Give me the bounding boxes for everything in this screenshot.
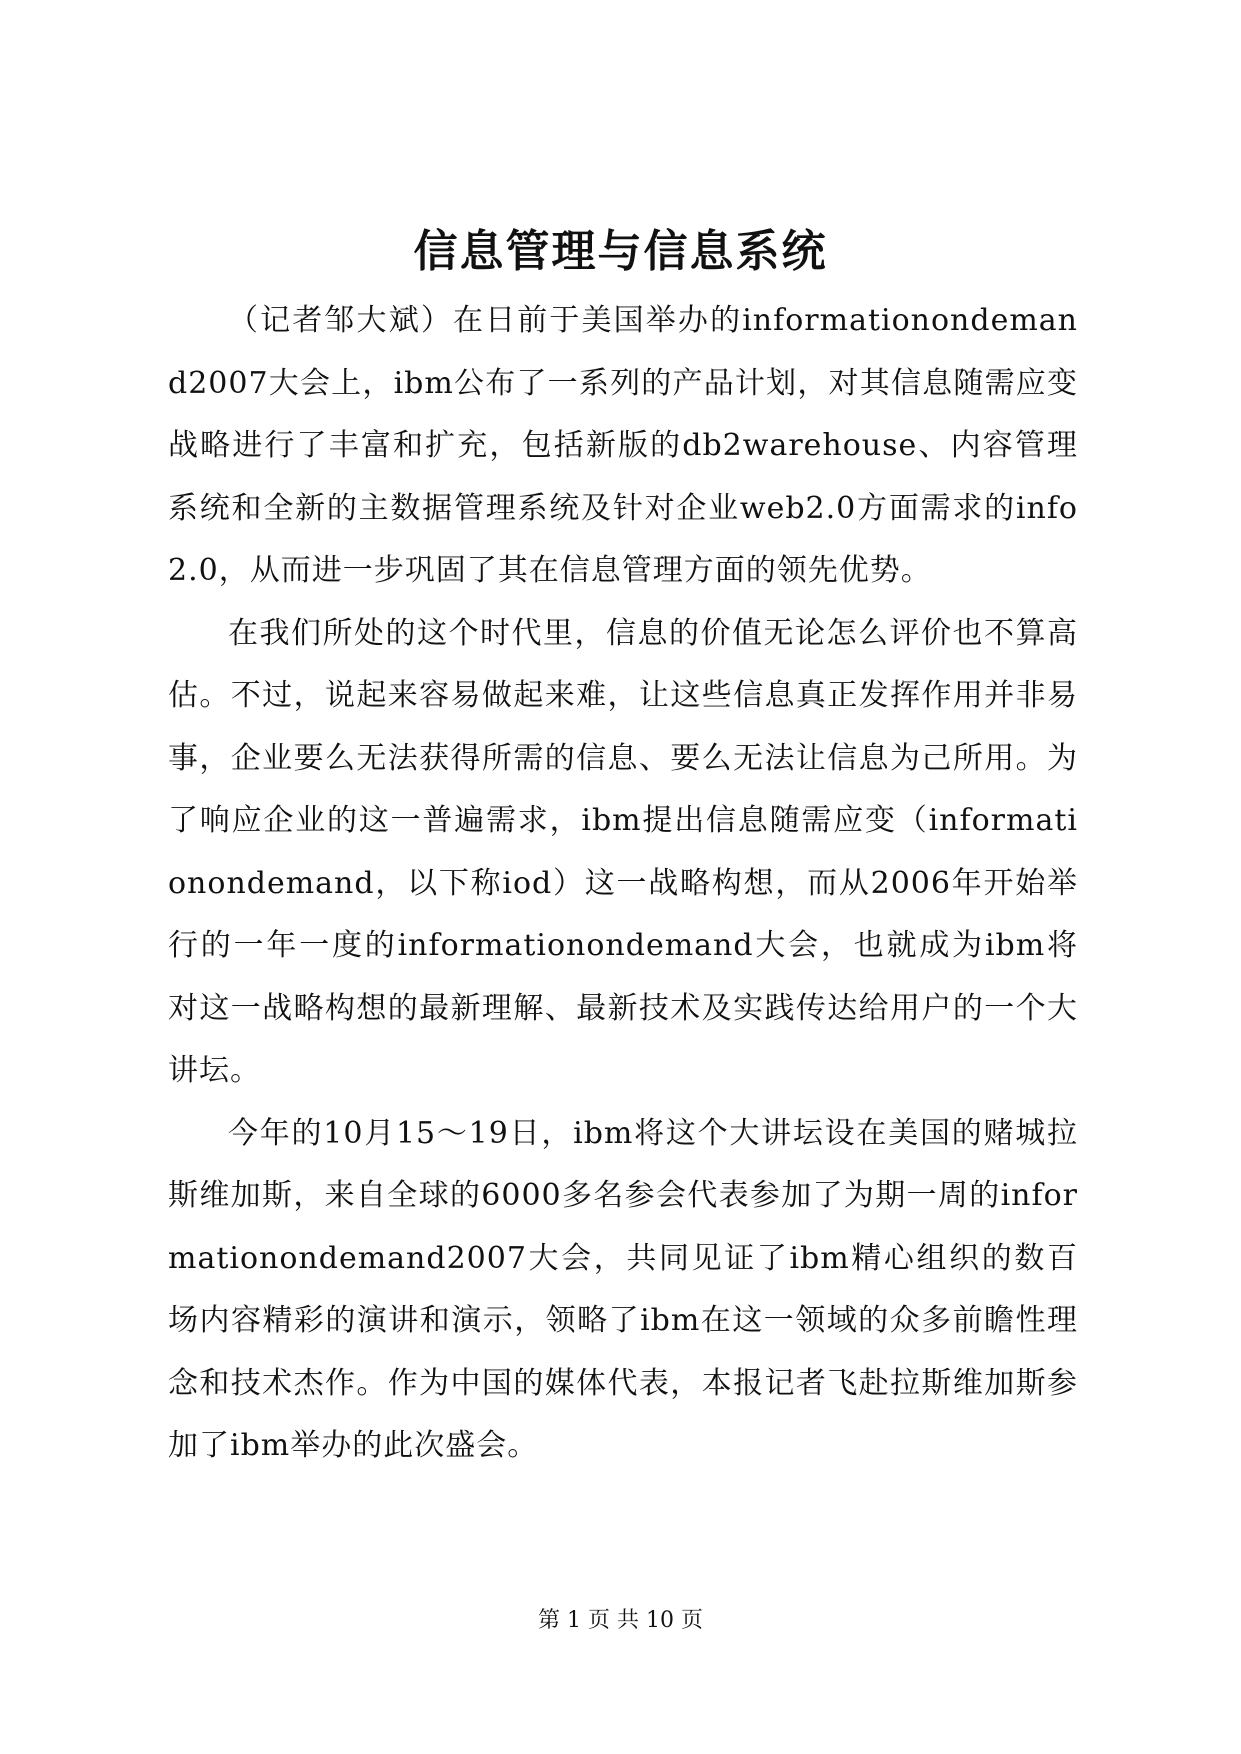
- page-footer: 第 1 页 共 10 页: [538, 1608, 703, 1633]
- paragraph-1: （记者邹大斌）在日前于美国举办的informationondemand2007大会上，ibm公布了一系列的产品计划，对其信息随需应变战略进行了丰富和扩充，包括新版的db2warehouse、内容管理系统和全新的主数据管理系统及针对企业web2.0方面需求的info2.0，从而进一步巩固了其在信息管理方面的领先优势。: [168, 303, 1078, 588]
- document-body: [168, 290, 1078, 1478]
- document-title: 信息管理与信息系统: [413, 226, 828, 277]
- paragraph-3: 今年的10月15～19日，ibm将这个大讲坛设在美国的赌城拉斯维加斯，来自全球的6000多名参会代表参加了为期一周的informationondemand2007大会，共同见证了ibm精心组织的数百场内容精彩的演讲和演示，领略了ibm在这一领域的众多前瞻性理念和技术杰作。作为中国的媒体代表，本报记者飞赴拉斯维加斯参加了ibm举办的此次盛会。: [168, 1115, 1078, 1463]
- paragraph-2: 在我们所处的这个时代里，信息的价值无论怎么评价也不算高估。不过，说起来容易做起来难，让这些信息真正发挥作用并非易事，企业要么无法获得所需的信息、要么无法让信息为己所用。为了响应企业的这一普遍需求，ibm提出信息随需应变（informationondemand，以下称iod）这一战略构想，而从2006年开始举行的一年一度的informationondemand大会，也就成为ibm将对这一战略构想的最新理解、最新技术及实践传达给用户的一个大讲坛。: [168, 615, 1078, 1088]
